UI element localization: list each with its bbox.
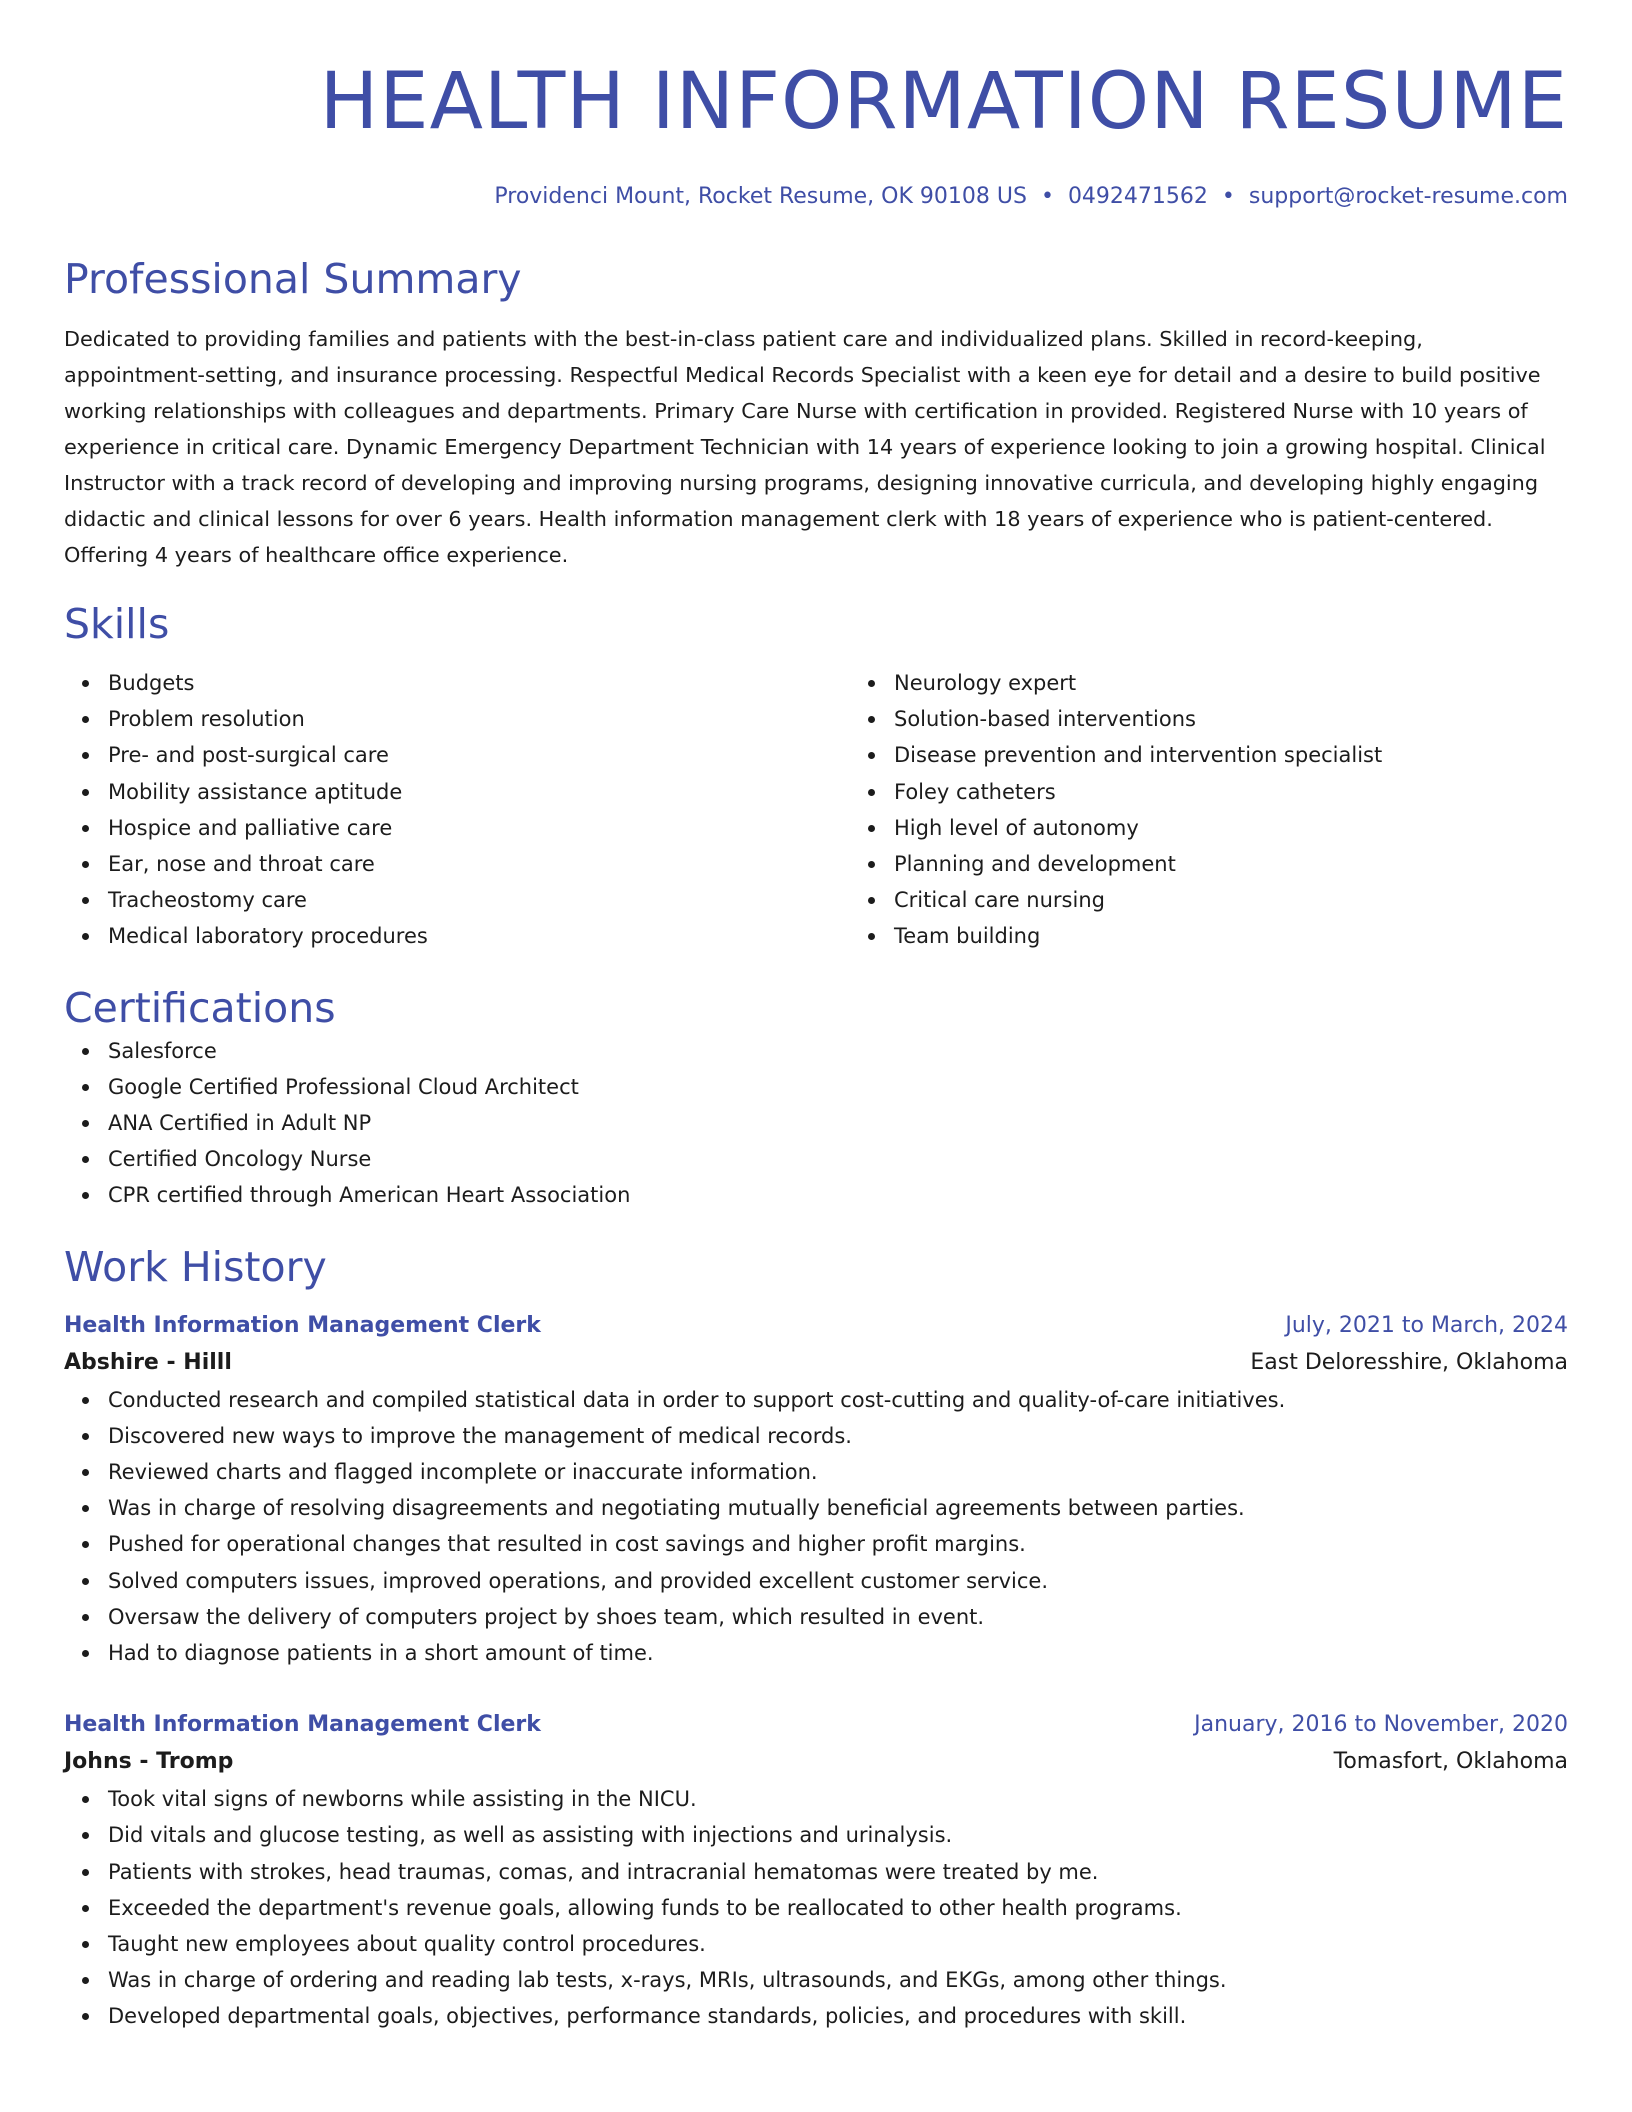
job-duty: Was in charge of ordering and reading lab tests, x-rays, MRIs, ultrasounds, and EKGs, among other things. [108,1962,1568,1998]
skill-item: Mobility assistance aptitude [108,774,850,810]
job-duty: Took vital signs of newborns while assisting in the NICU. [108,1781,1568,1817]
contact-separator: • [1040,184,1054,209]
job-duty: Patients with strokes, head traumas, comas, and intracranial hematomas were treated by me. [108,1854,1568,1890]
certifications-section [64,983,1568,1214]
skill-item: Team building [894,918,1632,954]
skills-heading: Skills [64,600,170,648]
contact-email: support@rocket-resume.com [1248,184,1568,209]
certification-item: Salesforce [108,1033,1568,1069]
skill-item: Hospice and palliative care [108,810,850,846]
skill-item: Planning and development [894,846,1632,882]
skill-item: Ear, nose and throat care [108,846,850,882]
job-entry [64,1308,1568,1672]
skill-item: Solution-based interventions [894,701,1632,737]
skills-grid [64,665,1568,955]
job-duties-list [64,1781,1568,2034]
work-history-section [64,1242,1568,2035]
summary-section [64,254,1568,573]
job-duty: Pushed for operational changes that resulted in cost savings and higher profit margins. [108,1526,1568,1562]
skills-section [64,599,1568,955]
contact-line [64,182,1568,212]
skill-item: High level of autonomy [894,810,1632,846]
certification-item: Google Certified Professional Cloud Architect [108,1069,1568,1105]
job-company: Johns - Tromp [64,1749,234,1775]
job-duty: Oversaw the delivery of computers project by shoes team, which resulted in event. [108,1599,1568,1635]
skill-item: Neurology expert [894,665,1632,701]
skill-item: Problem resolution [108,701,850,737]
job-subheader [64,1344,1568,1382]
skill-item: Critical care nursing [894,882,1632,918]
certifications-list [64,1033,1568,1214]
skill-item: Disease prevention and intervention specialist [894,737,1632,773]
job-subheader [64,1743,1568,1781]
job-header [64,1707,1568,1743]
certification-item: ANA Certified in Adult NP [108,1105,1568,1141]
job-duty: Taught new employees about quality control procedures. [108,1926,1568,1962]
job-location: Tomasfort, Oklahoma [1333,1749,1568,1775]
job-duty: Reviewed charts and flagged incomplete or inaccurate information. [108,1454,1568,1490]
resume-header [64,0,1568,212]
job-duty: Solved computers issues, improved operations, and provided excellent customer service. [108,1563,1568,1599]
skills-list-right [850,665,1632,955]
job-header [64,1308,1568,1344]
job-duty: Did vitals and glucose testing, as well as assisting with injections and urinalysis. [108,1817,1568,1853]
job-duties-list [64,1382,1568,1672]
job-duty: Conducted research and compiled statistical data in order to support cost-cutting and quality-of-care initiatives. [108,1382,1568,1418]
work-history-heading: Work History [64,1242,327,1291]
job-dates: July, 2021 to March, 2024 [1285,1312,1568,1338]
job-duty: Had to diagnose patients in a short amount of time. [108,1635,1568,1671]
contact-separator: • [1221,184,1235,209]
summary-heading: Professional Summary [64,255,522,303]
summary-text: Dedicated to providing families and patients with the best-in-class patient care and individualized plans. Skilled in record-keeping, appointment-setting, and insurance processing. Respectful Medical Records Specialist with a keen eye for detail and a desire to build positive working relationships with colleagues and departments. Primary Care Nurse with certification in provided. Registered Nurse with 10 years of experience in critical care. Dynamic Emergency Department Technician with 14 years of experience looking to join a growing hospital. Clinical Instructor with a track record of developing and improving nursing programs, designing innovative curricula, and developing highly engaging didactic and clinical lessons for over 6 years. Health information management clerk with 18 years of experience who is patient-centered. Offering 4 years of healthcare office experience. [64,327,1546,567]
contact-address: Providenci Mount, Rocket Resume, OK 90108 US [494,184,1027,209]
job-dates: January, 2016 to November, 2020 [1194,1712,1568,1738]
job-duty: Was in charge of resolving disagreements and negotiating mutually beneficial agreements between parties. [108,1490,1568,1526]
contact-phone: 0492471562 [1067,184,1208,209]
skill-item: Foley catheters [894,774,1632,810]
job-company: Abshire - Hilll [64,1349,232,1375]
job-duty: Developed departmental goals, objectives, performance standards, policies, and procedures with skill. [108,1998,1568,2034]
certification-item: CPR certified through American Heart Association [108,1177,1568,1213]
certification-item: Certified Oncology Nurse [108,1141,1568,1177]
skill-item: Budgets [108,665,850,701]
job-location: East Deloresshire, Oklahoma [1250,1349,1568,1375]
job-entry [64,1707,1568,2034]
resume-title: HEALTH INFORMATION RESUME [319,57,1568,147]
job-duty: Discovered new ways to improve the management of medical records. [108,1418,1568,1454]
job-title: Health Information Management Clerk [64,1312,541,1338]
skill-item: Tracheostomy care [108,882,850,918]
skill-item: Pre- and post-surgical care [108,737,850,773]
job-title: Health Information Management Clerk [64,1712,541,1738]
certifications-heading: Certifications [64,983,336,1032]
skill-item: Medical laboratory procedures [108,918,850,954]
skills-list-left [64,665,850,955]
job-duty: Exceeded the department's revenue goals, allowing funds to be reallocated to other health programs. [108,1890,1568,1926]
